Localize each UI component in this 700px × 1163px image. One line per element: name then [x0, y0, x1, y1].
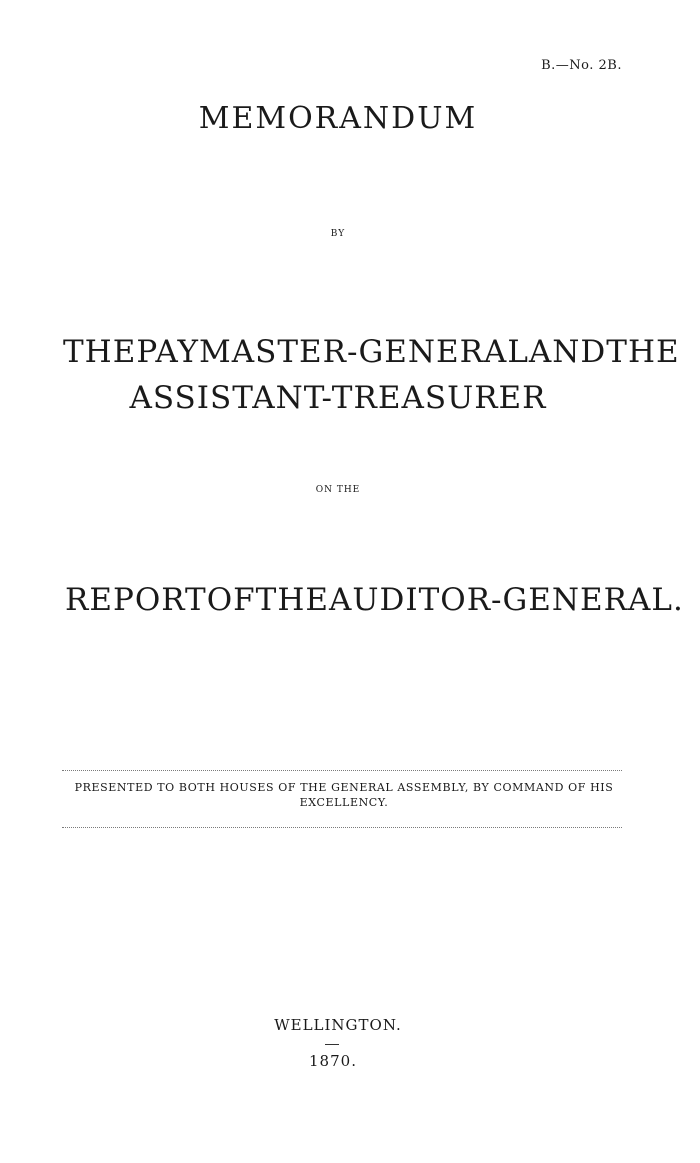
document-reference: B.—No. 2B.: [541, 58, 622, 73]
author-word: THE: [606, 334, 680, 370]
author-word: AND: [528, 334, 607, 370]
author-line-2: ASSISTANT-TREASURER: [129, 380, 547, 416]
document-title: MEMORANDUM: [198, 101, 478, 136]
subject-word: REPORT: [65, 582, 207, 618]
report-subject: [65, 582, 684, 618]
author-word: THE: [63, 334, 137, 370]
subject-word: OF: [206, 582, 256, 618]
on-the-label: ON THE: [315, 485, 361, 495]
presentation-notice: PRESENTED TO BOTH HOUSES OF THE GENERAL ASSEMBLY, BY COMMAND OF HIS EXCELLENCY.: [74, 781, 614, 809]
by-label: BY: [330, 229, 346, 239]
top-divider: [62, 770, 622, 771]
subject-word: THE: [255, 582, 329, 618]
subject-word: AUDITOR-GENERAL.: [329, 582, 684, 618]
imprint-dash: [325, 1044, 339, 1045]
author-line-1: [63, 334, 680, 370]
imprint-place: WELLINGTON.: [274, 1016, 402, 1034]
bottom-divider: [62, 827, 622, 828]
author-word: PAYMASTER-GENERAL: [136, 334, 529, 370]
imprint-year: 1870.: [309, 1052, 357, 1070]
